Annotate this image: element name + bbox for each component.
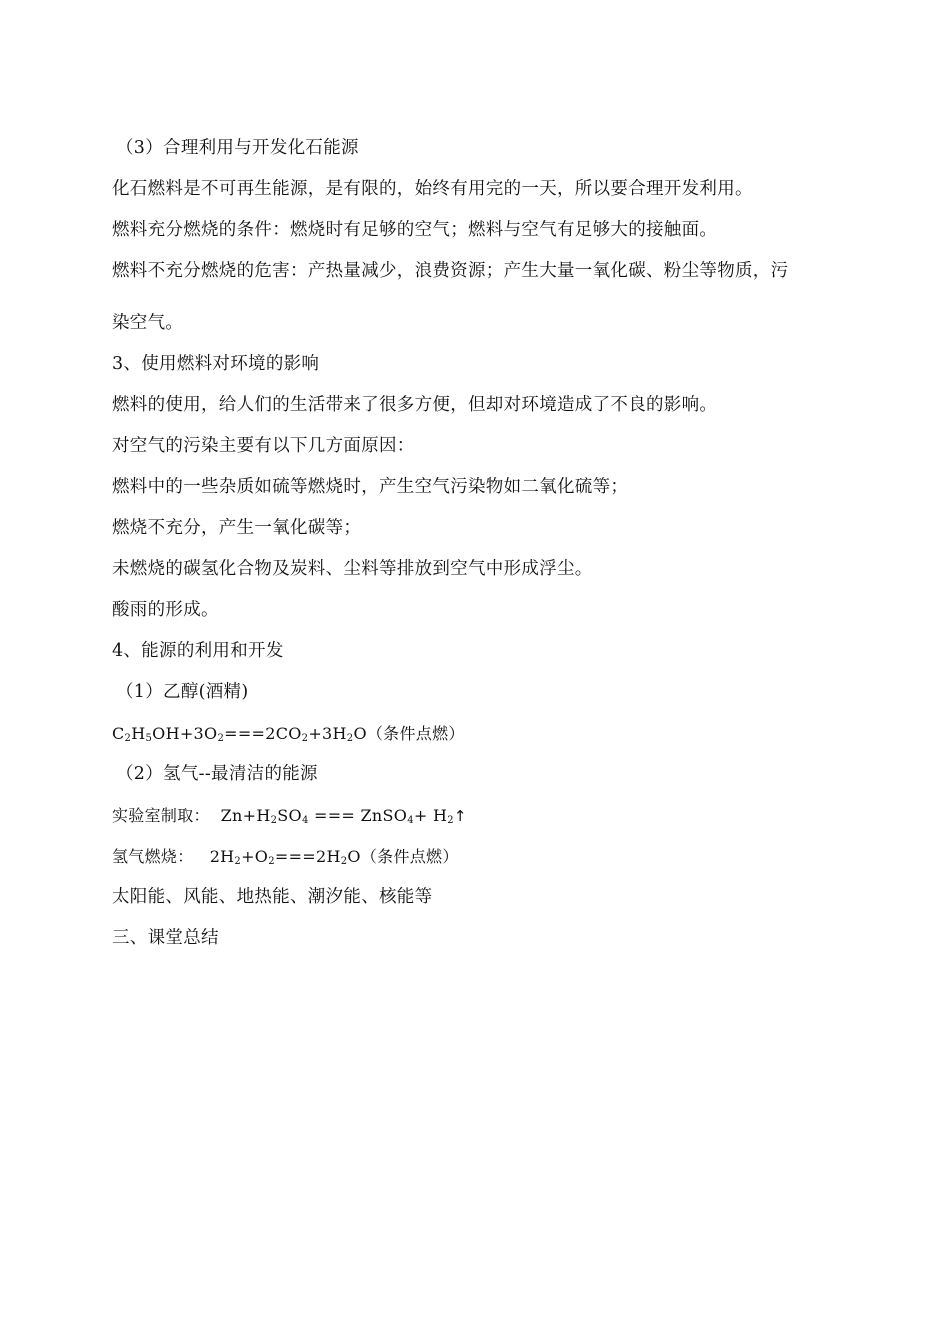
document-content bbox=[112, 128, 852, 959]
subheading-ethanol: （1）乙醇(酒精) bbox=[116, 682, 249, 702]
equation-hydrogen-preparation: 实验室制取： $Zn+H_2SO_4$ === ZnSO$_4$+ $H_2↑$ bbox=[112, 806, 467, 826]
equation-hydrogen-combustion: 氢气燃烧： $2H_2+O_2===2H_2O$（条件点燃） bbox=[112, 847, 459, 867]
section-heading-energy-development: 4、能源的利用和开发 bbox=[112, 641, 284, 661]
paragraph-acid-rain: 酸雨的形成。 bbox=[112, 600, 219, 620]
section-heading-environment: 3、使用燃料对环境的影响 bbox=[112, 354, 320, 374]
equation-ethanol-combustion: $C_2H_5OH+3O_2===2CO_2+3H_2O$（条件点燃） bbox=[112, 724, 465, 744]
section-heading-summary: 三、课堂总结 bbox=[112, 928, 219, 948]
section-heading-fossil-energy: （3）合理利用与开发化石能源 bbox=[116, 138, 359, 158]
paragraph-full-combustion: 燃料充分燃烧的条件：燃烧时有足够的空气；燃料与空气有足够大的接触面。 bbox=[112, 220, 718, 240]
paragraph-impurities: 燃料中的一些杂质如硫等燃烧时，产生空气污染物如二氧化硫等； bbox=[112, 477, 629, 497]
paragraph-new-energy: 太阳能、风能、地热能、潮汐能、核能等 bbox=[112, 887, 433, 907]
paragraph-air-pollution: 对空气的污染主要有以下几方面原因： bbox=[112, 436, 415, 456]
paragraph-fossil-fuel: 化石燃料是不可再生能源，是有限的，始终有用完的一天，所以要合理开发利用。 bbox=[112, 179, 753, 199]
paragraph-incomplete-combustion: 燃料不充分燃烧的危害：产热量减少，浪费资源；产生大量一氧化碳、粉尘等物质，污 bbox=[112, 261, 789, 281]
paragraph-incomplete-combustion-cont: 染空气。 bbox=[112, 313, 184, 333]
paragraph-carbon-monoxide: 燃烧不充分，产生一氧化碳等； bbox=[112, 518, 362, 538]
gas-arrow-icon: ↑ bbox=[453, 807, 467, 825]
paragraph-dust: 未燃烧的碳氢化合物及炭料、尘料等排放到空气中形成浮尘。 bbox=[112, 559, 593, 579]
paragraph-fuel-use: 燃料的使用，给人们的生活带来了很多方便，但却对环境造成了不良的影响。 bbox=[112, 395, 718, 415]
subheading-hydrogen: （2）氢气--最清洁的能源 bbox=[116, 764, 318, 784]
